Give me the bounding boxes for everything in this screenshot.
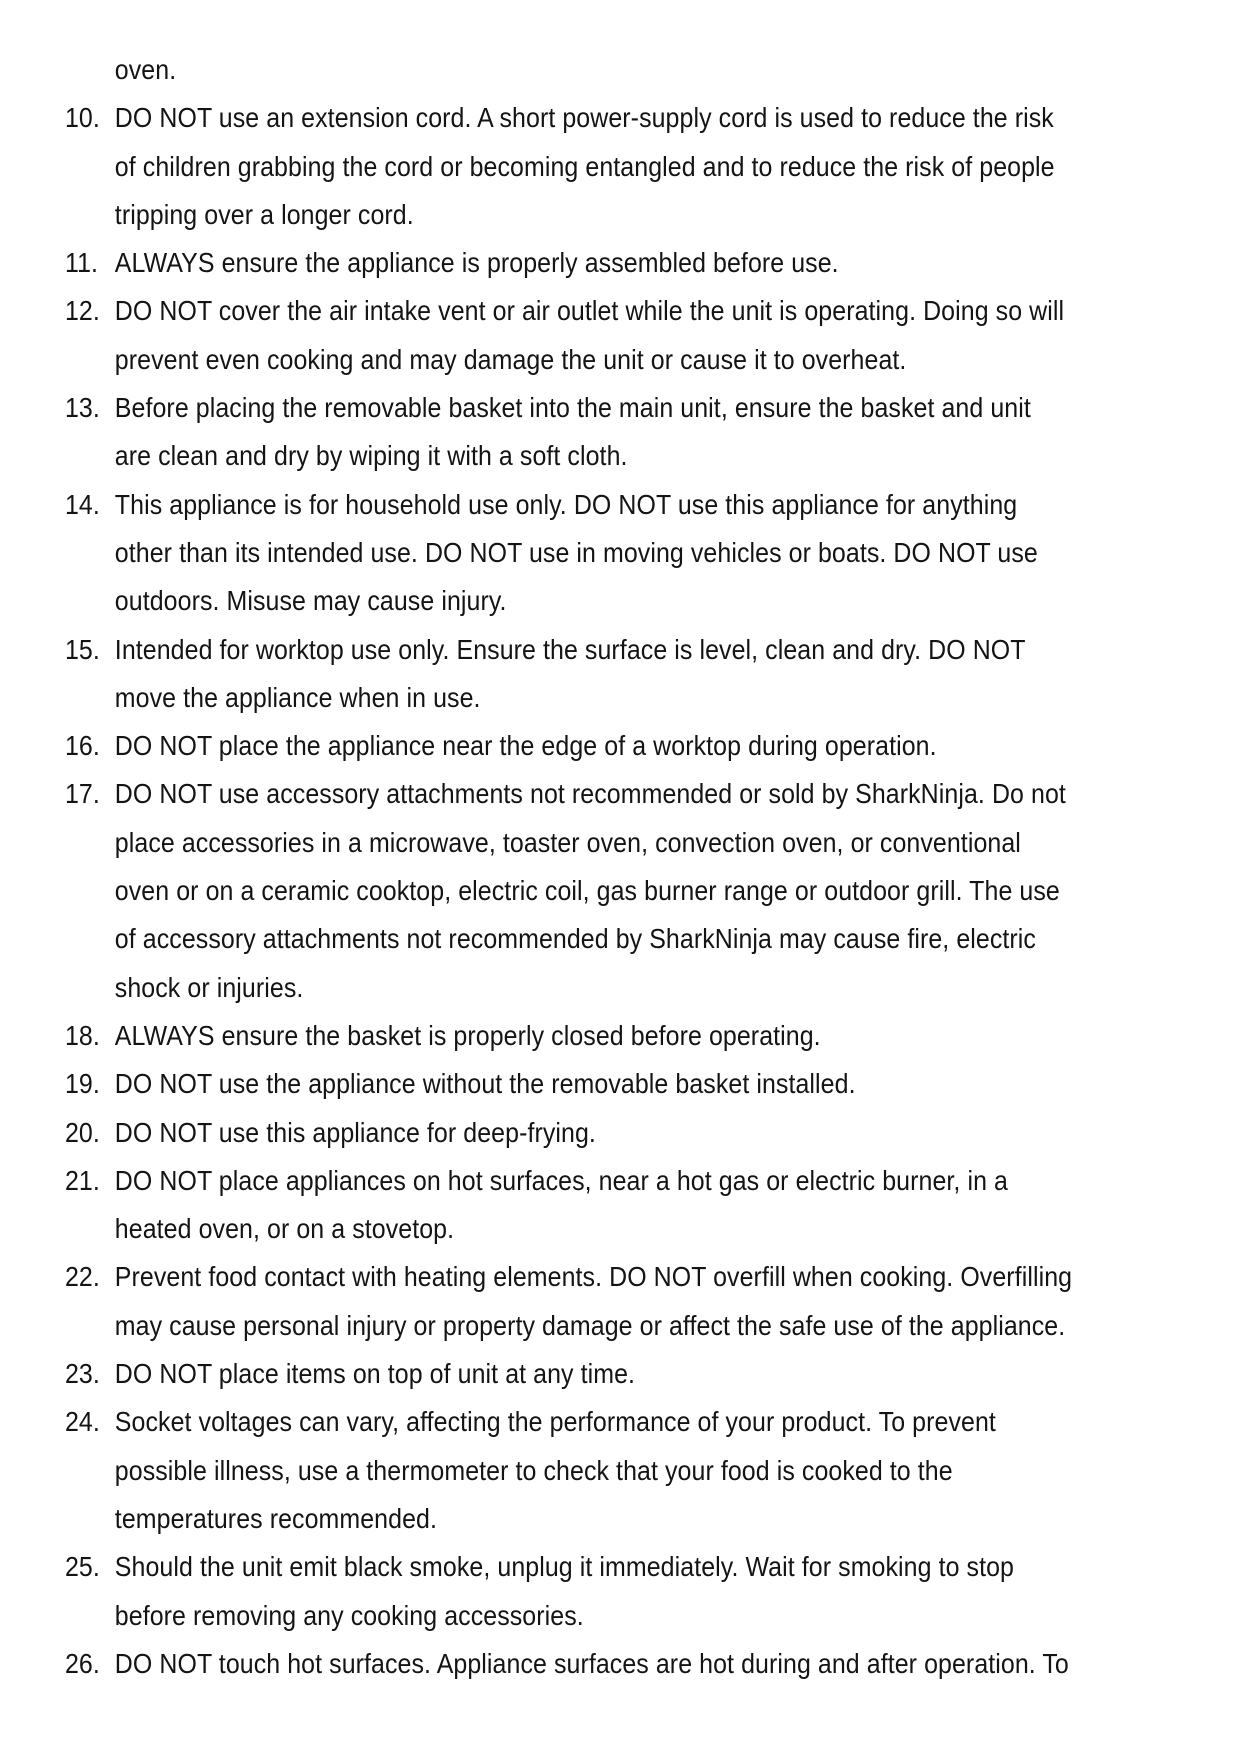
- list-item-lines: [115, 1157, 1142, 1254]
- list-item-number: 20.: [64, 1116, 100, 1148]
- list-item-number: 11.: [64, 247, 99, 279]
- list-item: [65, 1012, 1142, 1060]
- list-item-number: 23.: [64, 1358, 100, 1390]
- list-item-line: Intended for worktop use only. Ensure the surface is level, clean and dry. DO NOT: [114, 633, 1026, 665]
- list-item-line: of accessory attachments not recommended by SharkNinja may cause fire, electric: [114, 923, 1036, 955]
- list-item: [65, 287, 1142, 384]
- list-item-lines: [115, 1640, 1142, 1688]
- list-item-line: place accessories in a microwave, toaster oven, convection oven, or conventional: [114, 826, 1021, 858]
- list-item-line: prevent even cooking and may damage the unit or cause it to overheat.: [114, 343, 907, 375]
- list-item-lines: [115, 239, 1142, 287]
- list-item-line: DO NOT touch hot surfaces. Appliance surfaces are hot during and after operation. To: [114, 1647, 1069, 1679]
- list-item-line: DO NOT place the appliance near the edge of a worktop during operation.: [114, 730, 937, 762]
- list-item-line: may cause personal injury or property damage or affect the safe use of the appliance.: [114, 1309, 1066, 1341]
- list-item-lines: [115, 626, 1142, 723]
- list-item: [65, 384, 1142, 481]
- list-item-line: DO NOT use the appliance without the removable basket installed.: [114, 1068, 856, 1100]
- list-item: [65, 626, 1142, 723]
- list-item-line: DO NOT use this appliance for deep-frying.: [114, 1116, 596, 1148]
- list-item-line: possible illness, use a thermometer to check that your food is cooked to the: [114, 1454, 953, 1486]
- list-item: [65, 1640, 1142, 1688]
- list-item-line: Before placing the removable basket into the main unit, ensure the basket and unit: [114, 392, 1031, 424]
- list-item-number: 17.: [64, 778, 100, 810]
- list-item-line: Prevent food contact with heating elements. DO NOT overfill when cooking. Overfilling: [114, 1261, 1073, 1293]
- list-item-number: 19.: [64, 1068, 100, 1100]
- list-item: [65, 94, 1142, 239]
- list-item-number: 26.: [64, 1647, 100, 1679]
- list-item-lines: [115, 94, 1142, 239]
- list-item-line: This appliance is for household use only. DO NOT use this appliance for anything: [114, 488, 1018, 520]
- list-item: [65, 1253, 1142, 1350]
- list-item: [65, 1350, 1142, 1398]
- list-item-line: DO NOT use an extension cord. A short power-supply cord is used to reduce the risk: [114, 102, 1054, 134]
- list-item-line: DO NOT use accessory attachments not recommended or sold by SharkNinja. Do not: [114, 778, 1066, 810]
- list-item-number: 16.: [64, 730, 100, 762]
- list-item-line: other than its intended use. DO NOT use in moving vehicles or boats. DO NOT use: [114, 536, 1038, 568]
- continuation-line: oven.: [114, 54, 177, 85]
- list-item-lines: [115, 770, 1142, 1011]
- list-item-number: 24.: [64, 1406, 100, 1438]
- list-item-lines: [115, 1253, 1142, 1350]
- list-item-line: DO NOT place items on top of unit at any time.: [114, 1358, 636, 1390]
- list-item-line: of children grabbing the cord or becoming entangled and to reduce the risk of people: [114, 150, 1055, 182]
- list-item-line: ALWAYS ensure the appliance is properly assembled before use.: [114, 247, 839, 279]
- list-item-line: temperatures recommended.: [114, 1502, 438, 1534]
- list-item: [65, 770, 1142, 1011]
- list-item-line: Should the unit emit black smoke, unplug it immediately. Wait for smoking to stop: [114, 1551, 1015, 1583]
- list-item-number: 22.: [64, 1261, 100, 1293]
- list-item-lines: [115, 384, 1142, 481]
- list-item: [65, 1543, 1142, 1640]
- list-item-lines: [115, 1398, 1142, 1543]
- list-item: [65, 1398, 1142, 1543]
- list-item: [65, 1109, 1142, 1157]
- list-item-number: 14.: [64, 488, 100, 520]
- list-item-line: DO NOT cover the air intake vent or air outlet while the unit is operating. Doing so will: [114, 295, 1065, 327]
- list-item-lines: [115, 722, 1142, 770]
- list-item-lines: [115, 1350, 1142, 1398]
- list-item-number: 18.: [64, 1019, 100, 1051]
- safety-instructions-list: [65, 94, 1142, 1688]
- list-item-line: heated oven, or on a stovetop.: [114, 1213, 455, 1245]
- list-item-number: 12.: [64, 295, 100, 327]
- list-item: [65, 1157, 1142, 1254]
- list-item-line: before removing any cooking accessories.: [114, 1599, 584, 1631]
- list-item-line: tripping over a longer cord.: [114, 198, 414, 230]
- list-item-line: oven or on a ceramic cooktop, electric coil, gas burner range or outdoor grill. The use: [114, 875, 1060, 907]
- list-item-line: Socket voltages can vary, affecting the performance of your product. To prevent: [114, 1406, 996, 1438]
- list-item-number: 13.: [64, 392, 100, 424]
- list-item-lines: [115, 481, 1142, 626]
- list-item-number: 25.: [64, 1551, 100, 1583]
- list-item-lines: [115, 1109, 1142, 1157]
- list-item-number: 15.: [64, 633, 100, 665]
- list-item-lines: [115, 287, 1142, 384]
- list-item-line: DO NOT place appliances on hot surfaces, near a hot gas or electric burner, in a: [114, 1164, 1008, 1196]
- list-item-line: are clean and dry by wiping it with a soft cloth.: [114, 440, 628, 472]
- list-item-line: outdoors. Misuse may cause injury.: [114, 585, 507, 617]
- list-item-number: 10.: [64, 102, 100, 134]
- list-item: [65, 1060, 1142, 1108]
- list-item-lines: [115, 1012, 1142, 1060]
- list-item-line: ALWAYS ensure the basket is properly closed before operating.: [114, 1019, 821, 1051]
- list-item: [65, 239, 1142, 287]
- list-item: [65, 481, 1142, 626]
- list-item-line: move the appliance when in use.: [114, 681, 481, 713]
- list-item: [65, 722, 1142, 770]
- list-item-line: shock or injuries.: [114, 971, 304, 1003]
- list-item-number: 21.: [64, 1164, 100, 1196]
- list-item-lines: [115, 1543, 1142, 1640]
- list-item-lines: [115, 1060, 1142, 1108]
